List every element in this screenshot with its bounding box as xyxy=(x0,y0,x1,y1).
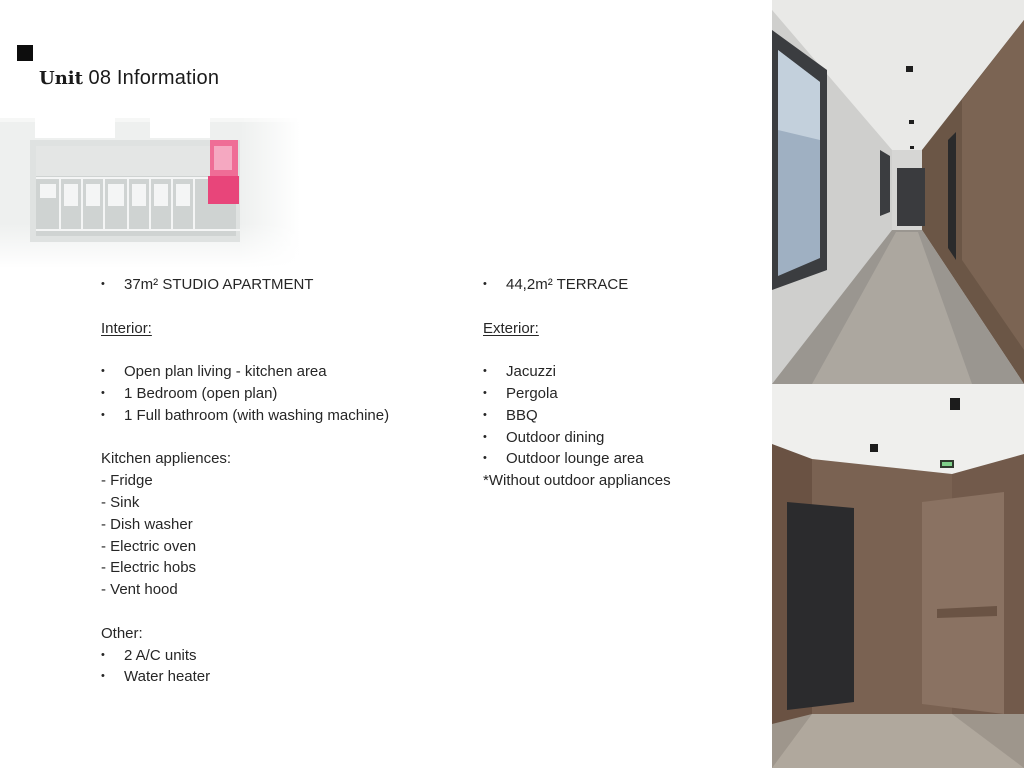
interior-item xyxy=(101,405,461,427)
corridor-photo xyxy=(772,0,1024,384)
interior-item-label: 1 Full bathroom (with washing machine) xyxy=(124,406,390,424)
exterior-item-label: Outdoor lounge area xyxy=(506,450,644,468)
interior-heading: Interior: xyxy=(101,319,152,337)
title-square xyxy=(17,45,33,61)
bullet: • xyxy=(101,670,105,683)
kitchen-list xyxy=(101,470,461,601)
interior-item xyxy=(101,383,461,405)
kitchen-item: - Vent hood xyxy=(101,581,178,599)
kitchen-item: - Sink xyxy=(101,493,140,511)
left-headline-row xyxy=(101,274,461,296)
floorplan-key-image xyxy=(0,118,300,268)
interior-item-label: 1 Bedroom (open plan) xyxy=(124,384,278,402)
kitchen-item: - Dish washer xyxy=(101,515,193,533)
spacer xyxy=(101,296,461,318)
exterior-item-label: Jacuzzi xyxy=(506,363,557,381)
spacer xyxy=(483,296,763,318)
exterior-note: *Without outdoor appliances xyxy=(483,472,671,490)
bullet: • xyxy=(101,278,105,290)
bullet: • xyxy=(101,365,105,378)
right-headline-row xyxy=(483,274,763,296)
other-item-label: 2 A/C units xyxy=(124,646,197,664)
lobby-photo xyxy=(772,384,1024,768)
kitchen-item: - Electric hobs xyxy=(101,559,197,577)
title-unit-word: Unit xyxy=(39,68,83,89)
spacer xyxy=(101,601,461,623)
exterior-item-label: Outdoor dining xyxy=(506,428,605,446)
interior-item xyxy=(101,361,461,383)
other-list xyxy=(101,645,461,689)
other-item-label: Water heater xyxy=(124,668,211,686)
bullet: • xyxy=(483,278,487,290)
spacer xyxy=(101,339,461,361)
spacer xyxy=(101,427,461,449)
exterior-list xyxy=(483,361,763,470)
kitchen-item: - Fridge xyxy=(101,472,153,490)
bullet: • xyxy=(101,648,105,661)
interior-item-label: Open plan living - kitchen area xyxy=(124,363,327,381)
bullet: • xyxy=(483,452,487,465)
left-headline: 37m² STUDIO APARTMENT xyxy=(124,276,314,293)
exterior-item-label: Pergola xyxy=(506,384,558,402)
bullet: • xyxy=(101,386,105,399)
left-column xyxy=(101,274,461,688)
bullet: • xyxy=(101,408,105,421)
bullet: • xyxy=(483,408,487,421)
other-item xyxy=(101,645,461,667)
exterior-item-label: BBQ xyxy=(506,406,538,424)
spacer xyxy=(483,339,763,361)
interior-list xyxy=(101,361,461,426)
kitchen-heading: Kitchen appliences: xyxy=(101,450,232,468)
bullet: • xyxy=(483,365,487,378)
kitchen-item: - Electric oven xyxy=(101,537,197,555)
exterior-item xyxy=(483,405,763,427)
other-item xyxy=(101,666,461,688)
bullet: • xyxy=(483,386,487,399)
exterior-item xyxy=(483,448,763,470)
right-headline: 44,2m² TERRACE xyxy=(506,276,629,293)
exterior-item xyxy=(483,427,763,449)
exterior-heading: Exterior: xyxy=(483,319,539,337)
exterior-item xyxy=(483,383,763,405)
photo-strip xyxy=(772,0,1024,768)
page-title xyxy=(39,66,219,91)
other-heading: Other: xyxy=(101,624,143,642)
right-column xyxy=(483,274,763,492)
exterior-item xyxy=(483,361,763,383)
bullet: • xyxy=(483,430,487,443)
title-rest: 08 Information xyxy=(88,67,220,89)
